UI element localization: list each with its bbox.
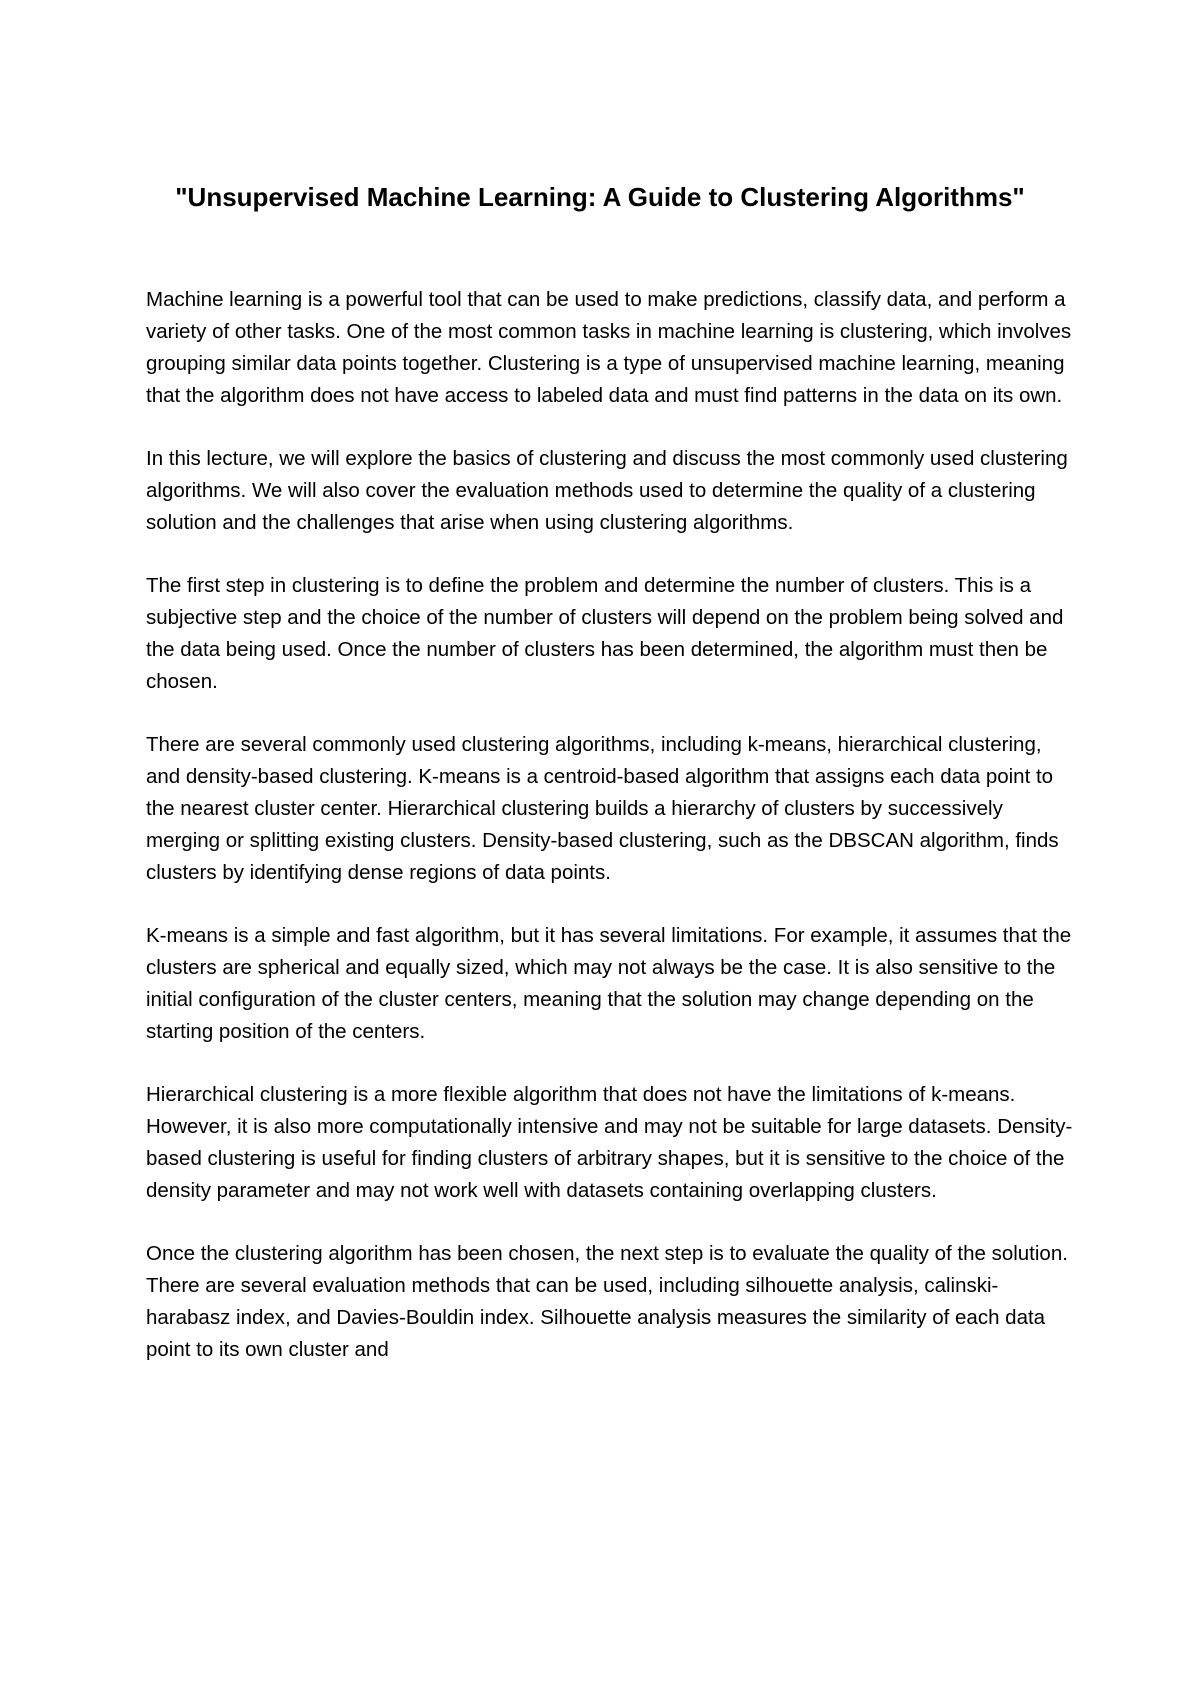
paragraph-kmeans-limitations: K-means is a simple and fast algorithm, but it has several limitations. For example, it assumes that the clusters are spherical and equally sized, which may not always be the case. It is also sensitive to the initial configuration of the cluster centers, meaning that the solution may change depending on the starting position of the centers. (146, 924, 1072, 1043)
paragraph-evaluation: Once the clustering algorithm has been chosen, the next step is to evaluate the quality of the solution. There are several evaluation methods that can be used, including silhouette analysis, calinski-harabasz index, and Davies-Bouldin index. Silhouette analysis measures the similarity of each data point to its own cluster and (146, 1242, 1068, 1361)
paragraph-algorithms: There are several commonly used clustering algorithms, including k-means, hierarchical clustering, and density-based clustering. K-means is a centroid-based algorithm that assigns each data point to the nearest cluster center. Hierarchical clustering builds a hierarchy of clusters by successively merging or splitting existing clusters. Density-based clustering, such as the DBSCAN algorithm, finds clusters by identifying dense regions of data points. (146, 733, 1059, 884)
document-title: "Unsupervised Machine Learning: A Guide to Clustering Algorithms" (175, 182, 1025, 212)
paragraph-first-step: The first step in clustering is to define the problem and determine the number of clusters. This is a subjective step and the choice of the number of clusters will depend on the problem being solved and the data being used. Once the number of clusters has been determined, the algorithm must then be chosen. (146, 574, 1064, 693)
document-body (146, 284, 1076, 1397)
paragraph-hierarchical: Hierarchical clustering is a more flexible algorithm that does not have the limitations of k-means. However, it is also more computationally intensive and may not be suitable for large datasets. Density-based clustering is useful for finding clusters of arbitrary shapes, but it is sensitive to the choice of the density parameter and may not work well with datasets containing overlapping clusters. (146, 1083, 1073, 1202)
paragraph-intro: Machine learning is a powerful tool that can be used to make predictions, classify data, and perform a variety of other tasks. One of the most common tasks in machine learning is clustering, which involves grouping similar data points together. Clustering is a type of unsupervised machine learning, meaning that the algorithm does not have access to labeled data and must find patterns in the data on its own. (146, 288, 1072, 407)
paragraph-lecture-overview: In this lecture, we will explore the basics of clustering and discuss the most commonly used clustering algorithms. We will also cover the evaluation methods used to determine the quality of a clustering solution and the challenges that arise when using clustering algorithms. (146, 447, 1068, 534)
